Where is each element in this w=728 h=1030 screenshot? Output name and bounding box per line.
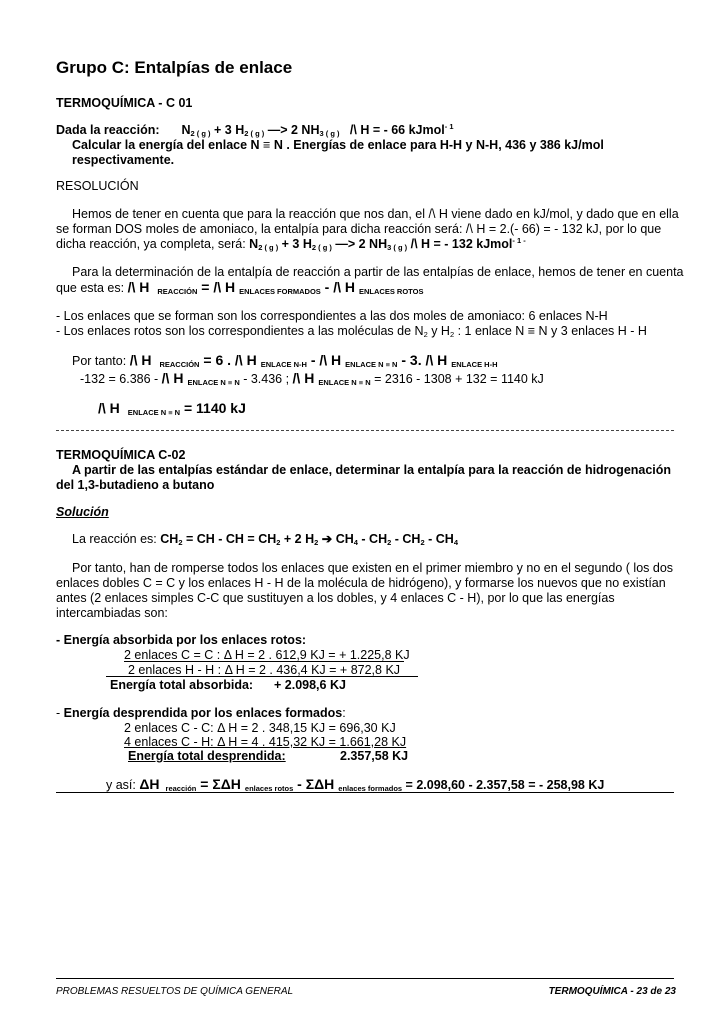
released-line-1: 2 enlaces C - C: Δ H = 2 . 348,15 KJ = 696,30 KJ [124, 721, 396, 735]
explanation-line-1: Por tanto, han de romperse todos los enlaces que existen en el primer miembro y no en el segundo ( los dos [72, 561, 674, 575]
calculation-line: -132 = 6.386 - /\ H $_{ENLACE N \equiv N}$ - 3.436 ; /\ H $_{ENLACE N \equiv N}$ = 2316 - 1308 + 132 = 1140 kJ [80, 370, 544, 387]
released-line-2: 4 enlaces C - H: Δ H = 4 . 415,32 KJ = 1.661,28 KJ [124, 735, 407, 749]
exercise-1-statement: Dada la reacción: $N_{2 ( g )} + 3$ $H_{2 ( g )}$ —> 2 $NH_{3 ( g )}$ /\ H = - 66 kJmol$^{- 1}$ [56, 122, 454, 138]
explanation-line-3: antes (2 enlaces simples C-C que sustituyen a los dobles, y 4 enlaces C - H), por lo que las energías [56, 591, 615, 605]
released-heading: - Energía desprendida por los enlaces formados: [56, 706, 346, 720]
paragraph-1-line-2: se forman DOS moles de amoniaco, la entalpía para dicha reacción será: /\ H = 2.(- 66) = - 132 kJ, por lo que [56, 222, 662, 236]
solucion-heading: Solución [56, 505, 109, 519]
page-title: Grupo C: Entalpías de enlace [56, 58, 293, 77]
absorbed-total: Energía total absorbida: + 2.098,6 KJ [106, 676, 418, 693]
paragraph-3-line-2: - Los enlaces rotos son los correspondientes a las moléculas de $N_2$ y $H_2$ : 1 enlace N ≡ N y 3 enlaces H - H [56, 324, 647, 339]
paragraph-3-line-1: - Los enlaces que se forman son los correspondientes a las dos moles de amoniaco: 6 enlaces N-H [56, 309, 608, 323]
absorbed-line-2: 2 enlaces H - H : Δ H = 2 . 436,4 KJ = + 872,8 KJ [124, 661, 404, 678]
footer-rule [56, 978, 674, 979]
footer-right: TERMOQUÍMICA - 23 de 23 [548, 986, 676, 997]
final-equation: y así: ΔH $_{reacción}$ = ΣΔH $_{enlaces rotos}$ - ΣΔH $_{enlaces formados}$ = 2.098,60 - 2.357,58 = - 258,98 KJ [106, 776, 605, 793]
exercise-1-statement-line3: respectivamente. [72, 153, 175, 167]
por-tanto-equation: Por tanto: /\ H $_{REACCIÓN}$ = 6 . /\ H $_{ENLACE N-H}$ - /\ H $_{ENLACE N \equiv N}$ - 3. /\ H $_{ENLACE H-H}$ [72, 352, 498, 369]
exercise-2-statement-line2: del 1,3-butadieno a butano [56, 478, 215, 492]
absorbed-line-1: 2 enlaces C = C : Δ H = 2 . 612,9 KJ = + 1.225,8 KJ [124, 648, 410, 662]
resolucion-heading: RESOLUCIÓN [56, 179, 139, 193]
exercise-1-header: TERMOQUÍMICA - C 01 [56, 96, 193, 110]
result-line: /\ H $_{ENLACE N \equiv N}$ = 1140 kJ [98, 400, 246, 417]
paragraph-1-line-3: dicha reacción, ya completa, será: $N_{2 ( g )} + 3$ $H_{2 ( g )}$ —> 2 $NH_{3 ( g )}$ /\ H = - 132 kJmol$^{- 1 -}$ [56, 236, 526, 252]
reaction-line: La reacción es: $CH_2$ = CH - CH = $CH_2 + 2$ $H_2$ ➔ $CH_4 - CH_2 - CH_2 - CH_4$ [72, 532, 458, 547]
final-underline [56, 792, 674, 793]
explanation-line-2: enlaces dobles C = C y los enlaces H - H de la molécula de hidrógeno), y formarse los nuevos que no existían [56, 576, 666, 590]
paragraph-1-line-1: Hemos de tener en cuenta que para la reacción que nos dan, el /\ H viene dado en kJ/mol, y dado que en ella [72, 207, 679, 221]
exercise-2-statement-line1: A partir de las entalpías estándar de enlace, determinar la entalpía para la reacción de hidrogenación [72, 463, 672, 477]
exercise-2-header: TERMOQUÍMICA C-02 [56, 448, 186, 462]
paragraph-2-line-2: que esta es: /\ H $_{REACCIÓN}$ = /\ H $_{ENLACES FORMADOS}$ - /\ H $_{ENLACES ROTOS}$ [56, 279, 424, 296]
section-divider [56, 430, 674, 431]
exercise-1-statement-line2: Calcular la energía del enlace N ≡ N . Energías de enlace para H-H y N-H, 436 y 386 kJ/mol [72, 138, 604, 152]
footer-left: PROBLEMAS RESUELTOS DE QUÍMICA GENERAL [56, 986, 294, 997]
released-total: Energía total desprendida: 2.357,58 KJ [128, 749, 409, 763]
absorbed-heading: - Energía absorbida por los enlaces rotos: [56, 633, 307, 647]
explanation-line-4: intercambiadas son: [56, 606, 168, 620]
paragraph-2-line-1: Para la determinación de la entalpía de reacción a partir de las entalpías de enlace, hemos de tener en cuenta [72, 265, 684, 279]
